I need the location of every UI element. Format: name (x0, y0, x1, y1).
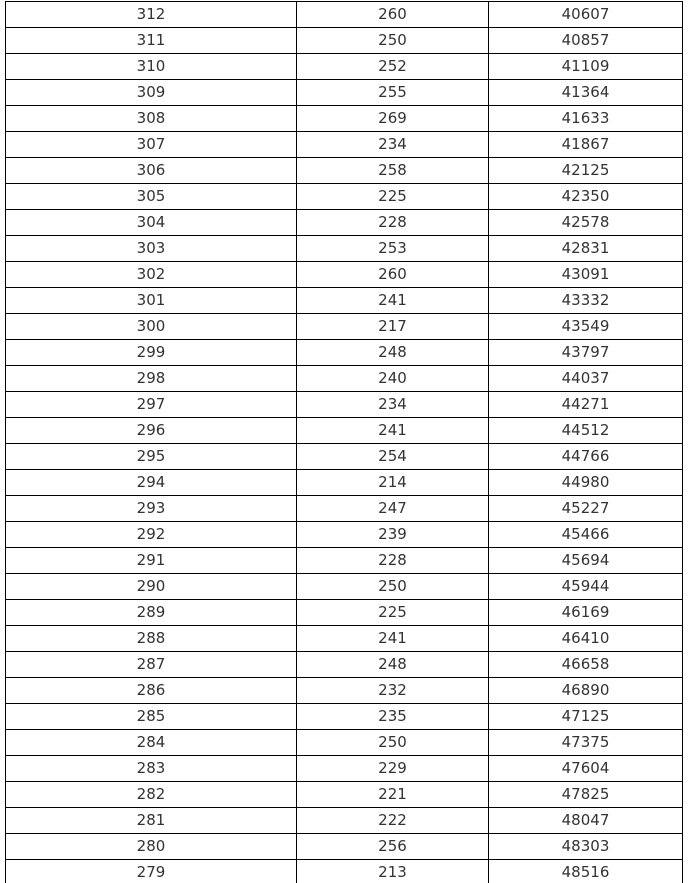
count-cell: 225 (297, 600, 489, 626)
count-cell: 250 (297, 28, 489, 54)
score-cell: 283 (6, 756, 297, 782)
count-cell: 254 (297, 444, 489, 470)
score-cell: 298 (6, 366, 297, 392)
score-cell: 306 (6, 158, 297, 184)
cumulative-cell: 42350 (489, 184, 683, 210)
count-cell: 269 (297, 106, 489, 132)
cumulative-cell: 48516 (489, 860, 683, 883)
cumulative-cell: 41364 (489, 80, 683, 106)
score-cell: 296 (6, 418, 297, 444)
count-cell: 255 (297, 80, 489, 106)
cumulative-cell: 48303 (489, 834, 683, 860)
count-cell: 213 (297, 860, 489, 883)
table-row (6, 444, 683, 470)
count-cell: 248 (297, 340, 489, 366)
table-row (6, 574, 683, 600)
score-cell: 303 (6, 236, 297, 262)
count-cell: 235 (297, 704, 489, 730)
score-cell: 289 (6, 600, 297, 626)
count-cell: 239 (297, 522, 489, 548)
table-row (6, 496, 683, 522)
score-cell: 279 (6, 860, 297, 883)
table-row (6, 236, 683, 262)
table-row (6, 262, 683, 288)
score-cell: 299 (6, 340, 297, 366)
score-cell: 305 (6, 184, 297, 210)
score-cell: 282 (6, 782, 297, 808)
score-cell: 288 (6, 626, 297, 652)
cumulative-cell: 44766 (489, 444, 683, 470)
score-cell: 291 (6, 548, 297, 574)
table-row (6, 808, 683, 834)
count-cell: 247 (297, 496, 489, 522)
count-cell: 260 (297, 262, 489, 288)
score-cell: 311 (6, 28, 297, 54)
cumulative-cell: 47125 (489, 704, 683, 730)
cumulative-cell: 46169 (489, 600, 683, 626)
table-body (6, 2, 683, 883)
score-cell: 297 (6, 392, 297, 418)
score-cell: 287 (6, 652, 297, 678)
table-row (6, 392, 683, 418)
table-row (6, 132, 683, 158)
table-row (6, 470, 683, 496)
table-row (6, 158, 683, 184)
cumulative-cell: 45466 (489, 522, 683, 548)
cumulative-cell: 43797 (489, 340, 683, 366)
count-cell: 225 (297, 184, 489, 210)
count-cell: 252 (297, 54, 489, 80)
count-cell: 241 (297, 418, 489, 444)
score-cell: 307 (6, 132, 297, 158)
cumulative-cell: 41109 (489, 54, 683, 80)
table-row (6, 28, 683, 54)
score-cell: 312 (6, 2, 297, 28)
table-row (6, 288, 683, 314)
cumulative-cell: 42125 (489, 158, 683, 184)
score-cell: 304 (6, 210, 297, 236)
table-row (6, 626, 683, 652)
score-cell: 285 (6, 704, 297, 730)
score-cell: 310 (6, 54, 297, 80)
cumulative-cell: 46658 (489, 652, 683, 678)
count-cell: 241 (297, 626, 489, 652)
cumulative-cell: 44037 (489, 366, 683, 392)
cumulative-cell: 42831 (489, 236, 683, 262)
score-cell: 286 (6, 678, 297, 704)
table-row (6, 340, 683, 366)
cumulative-cell: 44271 (489, 392, 683, 418)
score-cell: 292 (6, 522, 297, 548)
count-cell: 240 (297, 366, 489, 392)
table-row (6, 418, 683, 444)
count-cell: 248 (297, 652, 489, 678)
count-cell: 250 (297, 730, 489, 756)
table-row (6, 106, 683, 132)
cumulative-cell: 44980 (489, 470, 683, 496)
score-cell: 308 (6, 106, 297, 132)
count-cell: 234 (297, 392, 489, 418)
count-cell: 214 (297, 470, 489, 496)
cumulative-cell: 41633 (489, 106, 683, 132)
count-cell: 258 (297, 158, 489, 184)
cumulative-cell: 47604 (489, 756, 683, 782)
table-row (6, 314, 683, 340)
table-row (6, 756, 683, 782)
table-row (6, 704, 683, 730)
score-cell: 280 (6, 834, 297, 860)
score-cell: 295 (6, 444, 297, 470)
count-cell: 253 (297, 236, 489, 262)
cumulative-cell: 41867 (489, 132, 683, 158)
score-distribution-table (5, 1, 683, 883)
cumulative-cell: 48047 (489, 808, 683, 834)
count-cell: 222 (297, 808, 489, 834)
cumulative-cell: 40857 (489, 28, 683, 54)
cumulative-cell: 46890 (489, 678, 683, 704)
table-row (6, 548, 683, 574)
table-row (6, 80, 683, 106)
table-row (6, 54, 683, 80)
score-cell: 284 (6, 730, 297, 756)
cumulative-cell: 40607 (489, 2, 683, 28)
cumulative-cell: 45944 (489, 574, 683, 600)
count-cell: 232 (297, 678, 489, 704)
table-row (6, 730, 683, 756)
count-cell: 250 (297, 574, 489, 600)
count-cell: 234 (297, 132, 489, 158)
cumulative-cell: 43549 (489, 314, 683, 340)
table-row (6, 184, 683, 210)
score-cell: 302 (6, 262, 297, 288)
cumulative-cell: 43332 (489, 288, 683, 314)
count-cell: 217 (297, 314, 489, 340)
table-row (6, 2, 683, 28)
table-row (6, 834, 683, 860)
cumulative-cell: 44512 (489, 418, 683, 444)
cumulative-cell: 45227 (489, 496, 683, 522)
cumulative-cell: 47375 (489, 730, 683, 756)
cumulative-cell: 46410 (489, 626, 683, 652)
table-row (6, 522, 683, 548)
score-cell: 300 (6, 314, 297, 340)
table-row (6, 210, 683, 236)
table-row (6, 366, 683, 392)
score-cell: 281 (6, 808, 297, 834)
score-cell: 301 (6, 288, 297, 314)
count-cell: 256 (297, 834, 489, 860)
table-row (6, 652, 683, 678)
cumulative-cell: 42578 (489, 210, 683, 236)
score-cell: 309 (6, 80, 297, 106)
cumulative-cell: 47825 (489, 782, 683, 808)
score-cell: 290 (6, 574, 297, 600)
count-cell: 221 (297, 782, 489, 808)
score-cell: 293 (6, 496, 297, 522)
table-row (6, 600, 683, 626)
score-cell: 294 (6, 470, 297, 496)
count-cell: 260 (297, 2, 489, 28)
cumulative-cell: 45694 (489, 548, 683, 574)
cumulative-cell: 43091 (489, 262, 683, 288)
table-row (6, 860, 683, 883)
count-cell: 228 (297, 210, 489, 236)
count-cell: 228 (297, 548, 489, 574)
table-row (6, 678, 683, 704)
count-cell: 229 (297, 756, 489, 782)
count-cell: 241 (297, 288, 489, 314)
table-row (6, 782, 683, 808)
